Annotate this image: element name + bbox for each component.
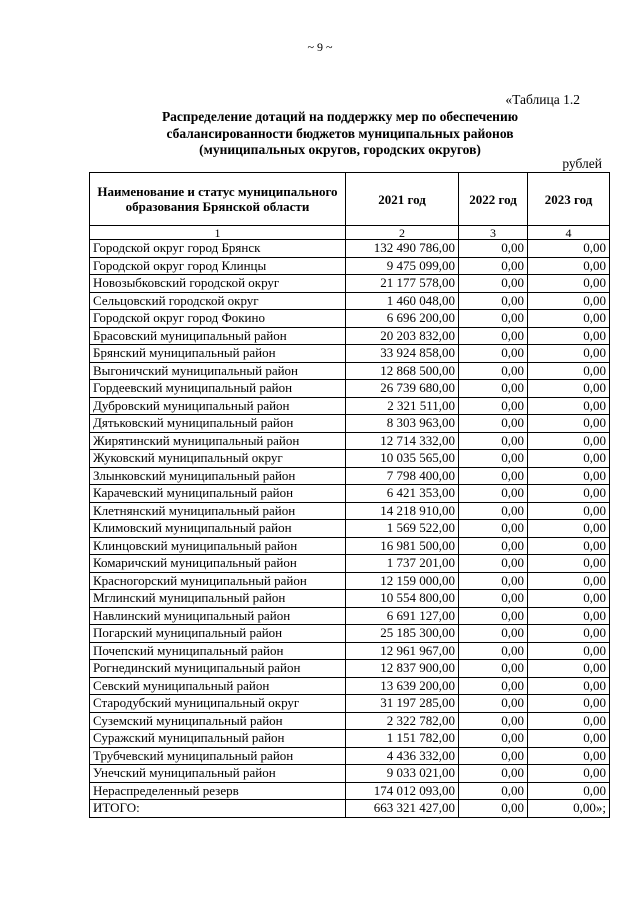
value-2021-cell: 6 696 200,00 <box>346 310 459 328</box>
value-2022-cell: 0,00 <box>459 415 528 433</box>
value-2023-cell: 0,00»; <box>528 800 610 818</box>
value-2023-cell: 0,00 <box>528 257 610 275</box>
value-2022-cell: 0,00 <box>459 362 528 380</box>
municipality-cell: Навлинский муниципальный район <box>90 607 346 625</box>
value-2023-cell: 0,00 <box>528 240 610 258</box>
municipality-cell: Брасовский муниципальный район <box>90 327 346 345</box>
value-2023-cell: 0,00 <box>528 275 610 293</box>
value-2022-cell: 0,00 <box>459 782 528 800</box>
table-row <box>90 240 610 258</box>
value-2021-cell: 6 421 353,00 <box>346 485 459 503</box>
table-row <box>90 765 610 783</box>
value-2023-cell: 0,00 <box>528 607 610 625</box>
table-row <box>90 572 610 590</box>
table-row <box>90 660 610 678</box>
table-title-line: (муниципальных округов, городских округов) <box>199 142 481 157</box>
header-2023: 2023 год <box>528 173 610 226</box>
table-row <box>90 677 610 695</box>
value-2023-cell: 0,00 <box>528 397 610 415</box>
municipality-cell: ИТОГО: <box>90 800 346 818</box>
value-2022-cell: 0,00 <box>459 607 528 625</box>
value-2021-cell: 4 436 332,00 <box>346 747 459 765</box>
municipality-cell: Нераспределенный резерв <box>90 782 346 800</box>
value-2021-cell: 2 322 782,00 <box>346 712 459 730</box>
value-2022-cell: 0,00 <box>459 572 528 590</box>
table-row <box>90 642 610 660</box>
subsidies-table <box>89 172 610 818</box>
table-row <box>90 397 610 415</box>
table-title-line: сбалансированности бюджетов муниципальных районов <box>166 125 514 141</box>
value-2021-cell: 6 691 127,00 <box>346 607 459 625</box>
value-2023-cell: 0,00 <box>528 660 610 678</box>
value-2023-cell: 0,00 <box>528 345 610 363</box>
value-2021-cell: 8 303 963,00 <box>346 415 459 433</box>
municipality-cell: Красногорский муниципальный район <box>90 572 346 590</box>
value-2021-cell: 10 035 565,00 <box>346 450 459 468</box>
municipality-cell: Карачевский муниципальный район <box>90 485 346 503</box>
table-row <box>90 327 610 345</box>
value-2023-cell: 0,00 <box>528 380 610 398</box>
table-row <box>90 712 610 730</box>
value-2023-cell: 0,00 <box>528 572 610 590</box>
table-row <box>90 292 610 310</box>
value-2021-cell: 21 177 578,00 <box>346 275 459 293</box>
table-row <box>90 520 610 538</box>
table-row <box>90 555 610 573</box>
value-2021-cell: 12 961 967,00 <box>346 642 459 660</box>
table-row <box>90 730 610 748</box>
value-2021-cell: 12 837 900,00 <box>346 660 459 678</box>
municipality-cell: Брянский муниципальный район <box>90 345 346 363</box>
value-2021-cell: 1 460 048,00 <box>346 292 459 310</box>
value-2023-cell: 0,00 <box>528 782 610 800</box>
table-row <box>90 695 610 713</box>
units-label: рублей <box>562 156 602 171</box>
value-2023-cell: 0,00 <box>528 712 610 730</box>
table-row <box>90 310 610 328</box>
municipality-cell: Клинцовский муниципальный район <box>90 537 346 555</box>
column-number: 2 <box>346 226 459 240</box>
table-row <box>90 450 610 468</box>
value-2021-cell: 33 924 858,00 <box>346 345 459 363</box>
value-2021-cell: 7 798 400,00 <box>346 467 459 485</box>
value-2022-cell: 0,00 <box>459 660 528 678</box>
value-2023-cell: 0,00 <box>528 520 610 538</box>
value-2022-cell: 0,00 <box>459 275 528 293</box>
municipality-cell: Рогнединский муниципальный район <box>90 660 346 678</box>
municipality-cell: Гордеевский муниципальный район <box>90 380 346 398</box>
value-2022-cell: 0,00 <box>459 292 528 310</box>
municipality-cell: Клетнянский муниципальный район <box>90 502 346 520</box>
table-title <box>110 109 570 159</box>
value-2021-cell: 663 321 427,00 <box>346 800 459 818</box>
header-2021: 2021 год <box>346 173 459 226</box>
value-2022-cell: 0,00 <box>459 257 528 275</box>
municipality-cell: Городской округ город Брянск <box>90 240 346 258</box>
table-row <box>90 275 610 293</box>
value-2022-cell: 0,00 <box>459 625 528 643</box>
municipality-cell: Городской округ город Клинцы <box>90 257 346 275</box>
page-number: ~ 9 ~ <box>307 40 333 54</box>
value-2022-cell: 0,00 <box>459 397 528 415</box>
value-2021-cell: 31 197 285,00 <box>346 695 459 713</box>
municipality-cell: Мглинский муниципальный район <box>90 590 346 608</box>
value-2021-cell: 13 639 200,00 <box>346 677 459 695</box>
value-2022-cell: 0,00 <box>459 450 528 468</box>
value-2021-cell: 132 490 786,00 <box>346 240 459 258</box>
value-2022-cell: 0,00 <box>459 590 528 608</box>
value-2022-cell: 0,00 <box>459 380 528 398</box>
table-row <box>90 502 610 520</box>
municipality-cell: Злынковский муниципальный район <box>90 467 346 485</box>
municipality-cell: Трубчевский муниципальный район <box>90 747 346 765</box>
value-2022-cell: 0,00 <box>459 240 528 258</box>
value-2021-cell: 12 714 332,00 <box>346 432 459 450</box>
value-2022-cell: 0,00 <box>459 712 528 730</box>
value-2022-cell: 0,00 <box>459 747 528 765</box>
value-2023-cell: 0,00 <box>528 292 610 310</box>
value-2021-cell: 2 321 511,00 <box>346 397 459 415</box>
value-2023-cell: 0,00 <box>528 555 610 573</box>
value-2022-cell: 0,00 <box>459 642 528 660</box>
value-2021-cell: 16 981 500,00 <box>346 537 459 555</box>
table-row <box>90 345 610 363</box>
municipality-cell: Унечский муниципальный район <box>90 765 346 783</box>
value-2022-cell: 0,00 <box>459 537 528 555</box>
value-2021-cell: 12 159 000,00 <box>346 572 459 590</box>
municipality-cell: Жуковский муниципальный округ <box>90 450 346 468</box>
table-row <box>90 590 610 608</box>
table-row <box>90 380 610 398</box>
column-number: 3 <box>459 226 528 240</box>
value-2022-cell: 0,00 <box>459 485 528 503</box>
value-2021-cell: 12 868 500,00 <box>346 362 459 380</box>
municipality-cell: Дубровский муниципальный район <box>90 397 346 415</box>
municipality-cell: Суражский муниципальный район <box>90 730 346 748</box>
table-row <box>90 625 610 643</box>
value-2022-cell: 0,00 <box>459 432 528 450</box>
table-row <box>90 607 610 625</box>
value-2021-cell: 9 033 021,00 <box>346 765 459 783</box>
table-row <box>90 467 610 485</box>
value-2023-cell: 0,00 <box>528 537 610 555</box>
value-2022-cell: 0,00 <box>459 695 528 713</box>
value-2023-cell: 0,00 <box>528 450 610 468</box>
value-2023-cell: 0,00 <box>528 642 610 660</box>
column-number: 4 <box>528 226 610 240</box>
table-row <box>90 362 610 380</box>
value-2023-cell: 0,00 <box>528 502 610 520</box>
value-2021-cell: 1 569 522,00 <box>346 520 459 538</box>
municipality-cell: Погарский муниципальный район <box>90 625 346 643</box>
value-2021-cell: 1 737 201,00 <box>346 555 459 573</box>
value-2021-cell: 25 185 300,00 <box>346 625 459 643</box>
value-2022-cell: 0,00 <box>459 730 528 748</box>
table-row <box>90 432 610 450</box>
header-municipality: Наименование и статус муниципального образования Брянской области <box>90 173 346 226</box>
value-2021-cell: 9 475 099,00 <box>346 257 459 275</box>
value-2022-cell: 0,00 <box>459 677 528 695</box>
value-2023-cell: 0,00 <box>528 625 610 643</box>
value-2022-cell: 0,00 <box>459 467 528 485</box>
value-2021-cell: 26 739 680,00 <box>346 380 459 398</box>
value-2022-cell: 0,00 <box>459 345 528 363</box>
value-2021-cell: 1 151 782,00 <box>346 730 459 748</box>
table-reference: «Таблица 1.2 <box>505 92 580 107</box>
header-row <box>90 173 610 226</box>
value-2022-cell: 0,00 <box>459 520 528 538</box>
column-numbers-row <box>90 226 610 240</box>
value-2022-cell: 0,00 <box>459 765 528 783</box>
value-2021-cell: 20 203 832,00 <box>346 327 459 345</box>
value-2022-cell: 0,00 <box>459 800 528 818</box>
value-2023-cell: 0,00 <box>528 765 610 783</box>
value-2023-cell: 0,00 <box>528 310 610 328</box>
header-2022: 2022 год <box>459 173 528 226</box>
municipality-cell: Севский муниципальный район <box>90 677 346 695</box>
municipality-cell: Жирятинский муниципальный район <box>90 432 346 450</box>
value-2023-cell: 0,00 <box>528 467 610 485</box>
value-2023-cell: 0,00 <box>528 695 610 713</box>
table-row <box>90 485 610 503</box>
table-title-line: Распределение дотаций на поддержку мер по обеспечению <box>161 109 519 124</box>
value-2023-cell: 0,00 <box>528 415 610 433</box>
table-row <box>90 415 610 433</box>
municipality-cell: Комаричский муниципальный район <box>90 555 346 573</box>
value-2022-cell: 0,00 <box>459 502 528 520</box>
value-2022-cell: 0,00 <box>459 555 528 573</box>
municipality-cell: Новозыбковский городской округ <box>90 275 346 293</box>
value-2023-cell: 0,00 <box>528 747 610 765</box>
value-2021-cell: 10 554 800,00 <box>346 590 459 608</box>
value-2022-cell: 0,00 <box>459 310 528 328</box>
value-2022-cell: 0,00 <box>459 327 528 345</box>
municipality-cell: Климовский муниципальный район <box>90 520 346 538</box>
municipality-cell: Суземский муниципальный район <box>90 712 346 730</box>
value-2021-cell: 174 012 093,00 <box>346 782 459 800</box>
value-2023-cell: 0,00 <box>528 730 610 748</box>
municipality-cell: Выгоничский муниципальный район <box>90 362 346 380</box>
municipality-cell: Дятьковский муниципальный район <box>90 415 346 433</box>
municipality-cell: Сельцовский городской округ <box>90 292 346 310</box>
value-2023-cell: 0,00 <box>528 677 610 695</box>
column-number: 1 <box>90 226 346 240</box>
municipality-cell: Городской округ город Фокино <box>90 310 346 328</box>
table-row <box>90 782 610 800</box>
table-row <box>90 537 610 555</box>
value-2023-cell: 0,00 <box>528 432 610 450</box>
municipality-cell: Стародубский муниципальный округ <box>90 695 346 713</box>
value-2023-cell: 0,00 <box>528 485 610 503</box>
value-2021-cell: 14 218 910,00 <box>346 502 459 520</box>
value-2023-cell: 0,00 <box>528 362 610 380</box>
table-row <box>90 747 610 765</box>
total-row <box>90 800 610 818</box>
value-2023-cell: 0,00 <box>528 327 610 345</box>
value-2023-cell: 0,00 <box>528 590 610 608</box>
municipality-cell: Почепский муниципальный район <box>90 642 346 660</box>
table-row <box>90 257 610 275</box>
